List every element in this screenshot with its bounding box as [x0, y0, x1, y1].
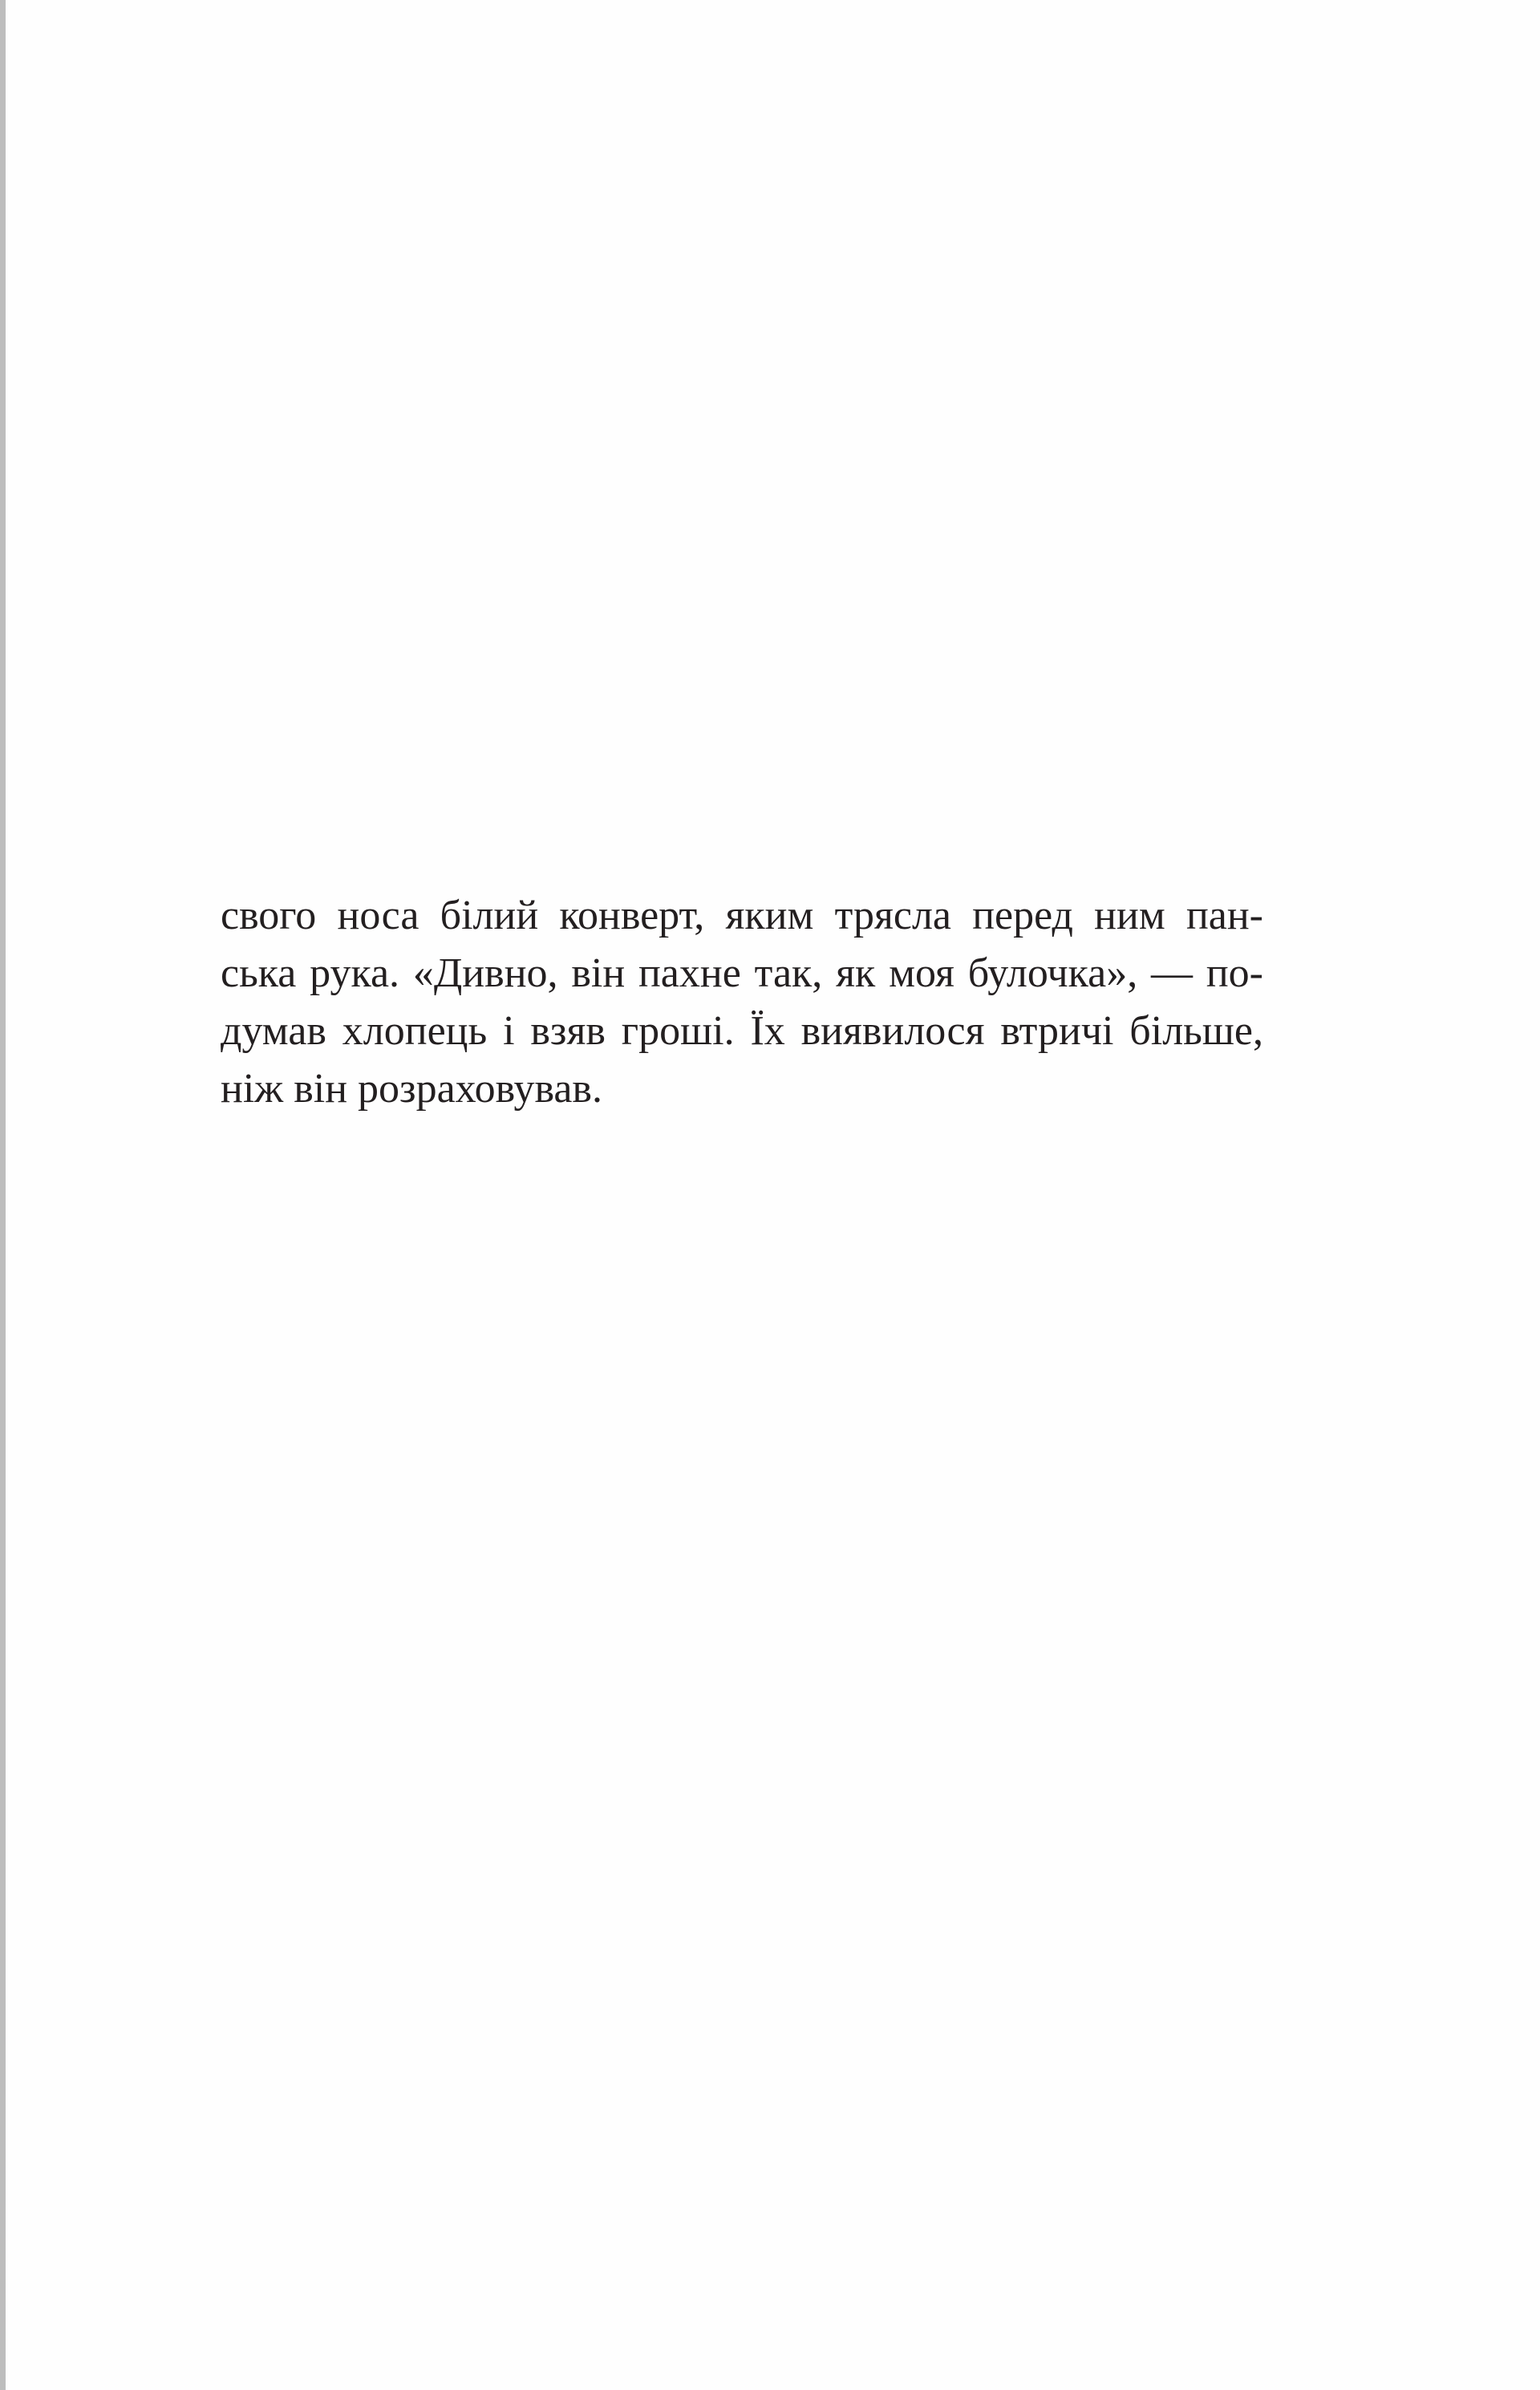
- page-left-edge: [0, 0, 6, 2390]
- text-line: ніж він розраховував.: [221, 1066, 602, 1112]
- text-line: свого носа білий конверт, яким трясла перед ним пан-: [221, 893, 1263, 938]
- body-paragraph: [221, 887, 1263, 1118]
- text-line: ська рука. «Дивно, він пахне так, як моя булочка», — по-: [221, 950, 1263, 996]
- text-line: думав хлопець і взяв гроші. Їх виявилося втричі більше,: [221, 1008, 1263, 1054]
